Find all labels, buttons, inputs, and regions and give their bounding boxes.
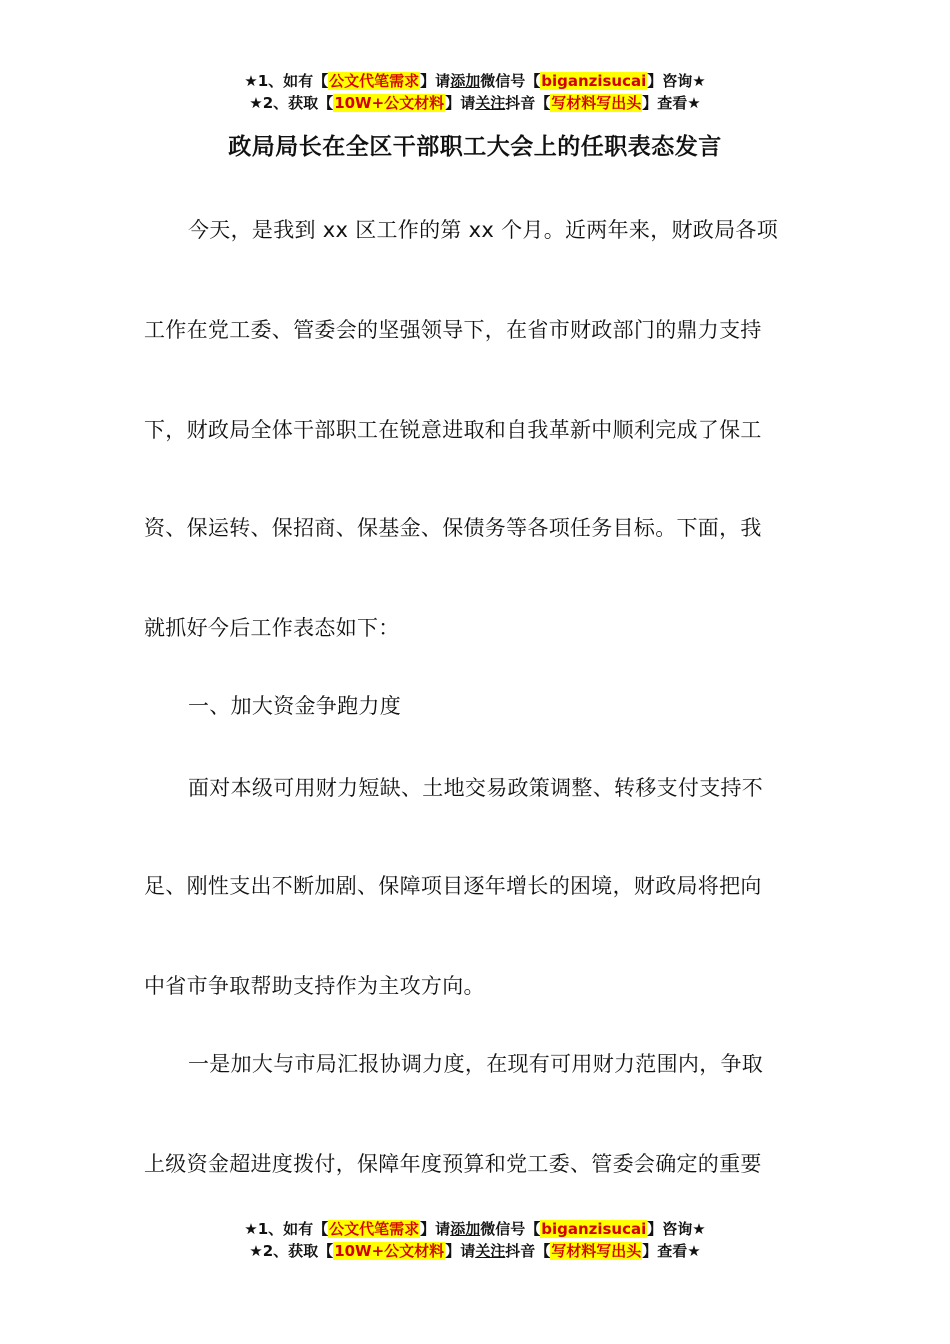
promo-text: 】请 (445, 1242, 476, 1260)
body-line: 就抓好今后工作表态如下： (144, 616, 400, 640)
promo-emphasis: 添加 (450, 72, 481, 90)
promo-emphasis: 关注 (475, 94, 506, 112)
promo-text: 微信号【 (480, 1220, 541, 1238)
body-line: 中省市争取帮助支持作为主攻方向。 (144, 974, 485, 998)
body-line: 面对本级可用财力短缺、土地交易政策调整、转移支付支持不 (188, 776, 764, 800)
promo-text: 】咨询★ (647, 72, 706, 90)
promo-wechat-id: biganzisucai (541, 72, 647, 90)
promo-text: ★2、获取【 (249, 94, 334, 112)
promo-line-1 (0, 70, 950, 92)
promo-banner-bottom (0, 1218, 950, 1262)
promo-text: ★2、获取【 (249, 1242, 334, 1260)
promo-banner-top (0, 70, 950, 114)
promo-highlight: 公文代笔需求 (329, 1220, 420, 1238)
promo-highlight: 10W+公文材料 (334, 1242, 445, 1260)
body-line: 一是加大与市局汇报协调力度，在现有可用财力范围内，争取 (188, 1052, 764, 1076)
promo-emphasis: 关注 (475, 1242, 506, 1260)
promo-line-2 (0, 1240, 950, 1262)
promo-text: 】咨询★ (647, 1220, 706, 1238)
promo-text: 抖音【 (505, 1242, 551, 1260)
section-heading: 一、加大资金争跑力度 (188, 694, 401, 718)
promo-highlight: 10W+公文材料 (334, 94, 445, 112)
promo-emphasis: 添加 (450, 1220, 481, 1238)
promo-text: ★1、如有【 (244, 1220, 329, 1238)
promo-text: 抖音【 (505, 94, 551, 112)
promo-text: 】请 (420, 1220, 451, 1238)
promo-line-2 (0, 92, 950, 114)
promo-text: 微信号【 (480, 72, 541, 90)
body-line: 资、保运转、保招商、保基金、保债务等各项任务目标。下面，我 (144, 516, 762, 540)
body-line: 上级资金超进度拨付，保障年度预算和党工委、管委会确定的重要 (144, 1152, 762, 1176)
document-title: 政局局长在全区干部职工大会上的任职表态发言 (228, 134, 722, 160)
promo-text: 】请 (420, 72, 451, 90)
promo-highlight: 公文代笔需求 (329, 72, 420, 90)
promo-text: ★1、如有【 (244, 72, 329, 90)
promo-text: 】查看★ (642, 94, 701, 112)
body-line: 今天，是我到 xx 区工作的第 xx 个月。近两年来，财政局各项 (188, 218, 779, 242)
promo-text: 】查看★ (642, 1242, 701, 1260)
body-line: 工作在党工委、管委会的坚强领导下，在省市财政部门的鼎力支持 (144, 318, 762, 342)
body-line: 下，财政局全体干部职工在锐意进取和自我革新中顺利完成了保工 (144, 418, 762, 442)
body-line: 足、刚性支出不断加剧、保障项目逐年增长的困境，财政局将把向 (144, 874, 762, 898)
promo-douyin-id: 写材料写出头 (551, 94, 642, 112)
promo-text: 】请 (445, 94, 476, 112)
promo-line-1 (0, 1218, 950, 1240)
promo-douyin-id: 写材料写出头 (551, 1242, 642, 1260)
promo-wechat-id: biganzisucai (541, 1220, 647, 1238)
